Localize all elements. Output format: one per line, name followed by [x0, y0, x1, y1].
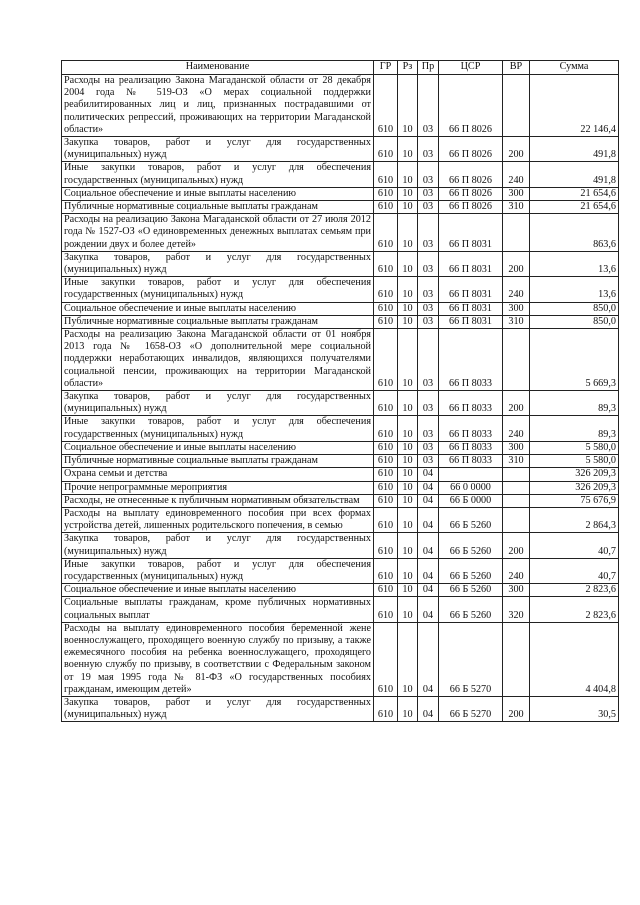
row-vr — [503, 507, 530, 532]
row-vr — [503, 468, 530, 481]
row-vr: 200 — [503, 251, 530, 276]
row-name: Охрана семьи и детства — [62, 468, 374, 481]
row-vr: 320 — [503, 597, 530, 622]
row-gr: 610 — [374, 558, 398, 583]
row-csr: 66 П 8031 — [439, 315, 503, 328]
row-gr: 610 — [374, 187, 398, 200]
row-name: Иные закупки товаров, работ и услуг для обеспечения государственных (муниципальных) нужд — [62, 162, 374, 187]
row-gr: 610 — [374, 302, 398, 315]
row-rz: 10 — [398, 507, 418, 532]
row-pr: 04 — [418, 507, 439, 532]
table-row — [62, 251, 619, 276]
row-sum: 5 669,3 — [530, 329, 619, 391]
header-name: Наименование — [62, 61, 374, 75]
row-gr: 610 — [374, 214, 398, 252]
header-sum: Сумма — [530, 61, 619, 75]
row-pr: 04 — [418, 622, 439, 696]
row-sum: 22 146,4 — [530, 75, 619, 137]
row-csr: 66 П 8033 — [439, 416, 503, 441]
row-gr: 610 — [374, 597, 398, 622]
row-sum: 491,8 — [530, 137, 619, 162]
row-gr: 610 — [374, 494, 398, 507]
row-csr: 66 П 8026 — [439, 201, 503, 214]
row-sum: 863,6 — [530, 214, 619, 252]
row-gr: 610 — [374, 137, 398, 162]
row-csr: 66 П 8026 — [439, 187, 503, 200]
row-gr: 610 — [374, 391, 398, 416]
row-sum: 2 823,6 — [530, 584, 619, 597]
row-rz: 10 — [398, 584, 418, 597]
row-rz: 10 — [398, 441, 418, 454]
row-name: Иные закупки товаров, работ и услуг для обеспечения государственных (муниципальных) нужд — [62, 416, 374, 441]
row-pr: 03 — [418, 214, 439, 252]
row-rz: 10 — [398, 533, 418, 558]
row-vr: 240 — [503, 558, 530, 583]
row-rz: 10 — [398, 622, 418, 696]
row-csr: 66 0 0000 — [439, 481, 503, 494]
row-sum: 75 676,9 — [530, 494, 619, 507]
row-pr: 03 — [418, 391, 439, 416]
row-vr: 240 — [503, 162, 530, 187]
row-rz: 10 — [398, 468, 418, 481]
row-pr: 03 — [418, 201, 439, 214]
row-gr: 610 — [374, 315, 398, 328]
row-rz: 10 — [398, 315, 418, 328]
table-row — [62, 584, 619, 597]
row-pr: 03 — [418, 137, 439, 162]
row-gr: 610 — [374, 622, 398, 696]
table-row — [62, 201, 619, 214]
row-pr: 03 — [418, 416, 439, 441]
row-name: Расходы, не отнесенные к публичным нормативным обязательствам — [62, 494, 374, 507]
row-csr: 66 Б 5270 — [439, 622, 503, 696]
row-sum: 326 209,3 — [530, 468, 619, 481]
row-pr: 03 — [418, 315, 439, 328]
row-rz: 10 — [398, 75, 418, 137]
table-row — [62, 391, 619, 416]
row-rz: 10 — [398, 558, 418, 583]
row-gr: 610 — [374, 507, 398, 532]
row-name: Иные закупки товаров, работ и услуг для обеспечения государственных (муниципальных) нужд — [62, 558, 374, 583]
row-vr: 300 — [503, 584, 530, 597]
row-pr: 04 — [418, 558, 439, 583]
row-pr: 04 — [418, 584, 439, 597]
row-rz: 10 — [398, 481, 418, 494]
table-row — [62, 315, 619, 328]
row-sum: 40,7 — [530, 533, 619, 558]
header-csr: ЦСР — [439, 61, 503, 75]
table-row — [62, 162, 619, 187]
row-name: Социальное обеспечение и иные выплаты населению — [62, 584, 374, 597]
table-row — [62, 622, 619, 696]
row-vr: 300 — [503, 187, 530, 200]
row-pr: 04 — [418, 696, 439, 721]
header-pr: Пр — [418, 61, 439, 75]
row-sum: 850,0 — [530, 302, 619, 315]
row-name: Закупка товаров, работ и услуг для государственных (муниципальных) нужд — [62, 251, 374, 276]
row-name: Закупка товаров, работ и услуг для государственных (муниципальных) нужд — [62, 696, 374, 721]
row-name: Расходы на выплату единовременного пособия при всех формах устройства детей, лишенных родительского попечения, в семью — [62, 507, 374, 532]
row-rz: 10 — [398, 597, 418, 622]
table-body — [62, 75, 619, 722]
row-gr: 610 — [374, 162, 398, 187]
table-row — [62, 214, 619, 252]
row-vr: 310 — [503, 201, 530, 214]
row-csr: 66 Б 5260 — [439, 507, 503, 532]
row-vr — [503, 329, 530, 391]
row-name: Расходы на реализацию Закона Магаданской области от 28 декабря 2004 года № 519-ОЗ «О мерах социальной поддержки реабилитированных лиц и лиц, признанных пострадавшими от политических репрессий, проживающих на территории Магаданской области» — [62, 75, 374, 137]
row-csr: 66 П 8033 — [439, 391, 503, 416]
row-rz: 10 — [398, 201, 418, 214]
row-pr: 03 — [418, 441, 439, 454]
row-sum: 30,5 — [530, 696, 619, 721]
row-gr: 610 — [374, 75, 398, 137]
row-rz: 10 — [398, 494, 418, 507]
row-vr: 300 — [503, 441, 530, 454]
row-vr — [503, 494, 530, 507]
row-gr: 610 — [374, 468, 398, 481]
row-gr: 610 — [374, 416, 398, 441]
row-vr: 200 — [503, 137, 530, 162]
row-pr: 03 — [418, 162, 439, 187]
row-rz: 10 — [398, 391, 418, 416]
row-sum: 491,8 — [530, 162, 619, 187]
row-sum: 21 654,6 — [530, 201, 619, 214]
row-name: Расходы на выплату единовременного пособия беременной жене военнослужащего, проходящего военную службу по призыву, а также ежемесячного пособия на ребенка военнослужащего, проходящего военную службу по призыву, в соответствии с Федеральным законом от 19 мая 1995 года № 81-ФЗ «О государственных пособиях гражданам, имеющим детей» — [62, 622, 374, 696]
row-csr: 66 П 8031 — [439, 214, 503, 252]
table-row — [62, 187, 619, 200]
row-name: Закупка товаров, работ и услуг для государственных (муниципальных) нужд — [62, 391, 374, 416]
row-name: Прочие непрограммные мероприятия — [62, 481, 374, 494]
table-row — [62, 137, 619, 162]
table-row — [62, 75, 619, 137]
row-rz: 10 — [398, 455, 418, 468]
row-sum: 21 654,6 — [530, 187, 619, 200]
row-csr: 66 П 8026 — [439, 137, 503, 162]
row-vr: 300 — [503, 302, 530, 315]
row-vr — [503, 481, 530, 494]
row-pr: 03 — [418, 277, 439, 302]
row-rz: 10 — [398, 187, 418, 200]
table-row — [62, 696, 619, 721]
table-row — [62, 533, 619, 558]
row-pr: 03 — [418, 302, 439, 315]
row-name: Публичные нормативные социальные выплаты гражданам — [62, 455, 374, 468]
row-vr: 240 — [503, 416, 530, 441]
row-name: Иные закупки товаров, работ и услуг для обеспечения государственных (муниципальных) нужд — [62, 277, 374, 302]
row-sum: 89,3 — [530, 416, 619, 441]
row-pr: 04 — [418, 494, 439, 507]
row-gr: 610 — [374, 481, 398, 494]
row-csr: 66 П 8026 — [439, 162, 503, 187]
row-sum: 2 823,6 — [530, 597, 619, 622]
row-csr: 66 Б 0000 — [439, 494, 503, 507]
row-sum: 326 209,3 — [530, 481, 619, 494]
row-gr: 610 — [374, 533, 398, 558]
row-name: Расходы на реализацию Закона Магаданской области от 01 ноября 2013 года № 1658-ОЗ «О дополнительной мере социальной поддержки неработающих инвалидов, являющихся получателями социальной пенсии, проживающих на территории Магаданской области» — [62, 329, 374, 391]
row-csr: 66 П 8031 — [439, 302, 503, 315]
table-row — [62, 416, 619, 441]
row-gr: 610 — [374, 277, 398, 302]
row-sum: 5 580,0 — [530, 455, 619, 468]
budget-document-page — [61, 60, 618, 722]
row-vr: 200 — [503, 533, 530, 558]
row-rz: 10 — [398, 302, 418, 315]
row-gr: 610 — [374, 584, 398, 597]
row-csr: 66 Б 5260 — [439, 597, 503, 622]
row-csr: 66 П 8031 — [439, 251, 503, 276]
table-row — [62, 468, 619, 481]
table-header-row — [62, 61, 619, 75]
row-pr: 04 — [418, 468, 439, 481]
row-vr: 200 — [503, 696, 530, 721]
header-vr: ВР — [503, 61, 530, 75]
row-rz: 10 — [398, 416, 418, 441]
row-name: Закупка товаров, работ и услуг для государственных (муниципальных) нужд — [62, 137, 374, 162]
row-sum: 13,6 — [530, 277, 619, 302]
row-name: Социальное обеспечение и иные выплаты населению — [62, 302, 374, 315]
table-row — [62, 558, 619, 583]
row-name: Закупка товаров, работ и услуг для государственных (муниципальных) нужд — [62, 533, 374, 558]
row-pr: 03 — [418, 455, 439, 468]
budget-table — [61, 60, 619, 722]
row-rz: 10 — [398, 214, 418, 252]
row-gr: 610 — [374, 251, 398, 276]
row-rz: 10 — [398, 162, 418, 187]
row-gr: 610 — [374, 329, 398, 391]
header-rz: Рз — [398, 61, 418, 75]
row-vr — [503, 75, 530, 137]
row-csr: 66 П 8031 — [439, 277, 503, 302]
row-pr: 04 — [418, 597, 439, 622]
row-pr: 04 — [418, 533, 439, 558]
row-name: Социальное обеспечение и иные выплаты населению — [62, 441, 374, 454]
row-pr: 03 — [418, 329, 439, 391]
row-name: Социальные выплаты гражданам, кроме публичных нормативных социальных выплат — [62, 597, 374, 622]
row-vr: 310 — [503, 455, 530, 468]
table-row — [62, 481, 619, 494]
row-name: Публичные нормативные социальные выплаты гражданам — [62, 201, 374, 214]
row-csr: 66 Б 5260 — [439, 533, 503, 558]
table-row — [62, 507, 619, 532]
row-sum: 89,3 — [530, 391, 619, 416]
row-pr: 03 — [418, 75, 439, 137]
row-name: Социальное обеспечение и иные выплаты населению — [62, 187, 374, 200]
row-sum: 850,0 — [530, 315, 619, 328]
row-csr: 66 Б 5260 — [439, 584, 503, 597]
row-csr: 66 П 8033 — [439, 441, 503, 454]
row-gr: 610 — [374, 441, 398, 454]
table-row — [62, 329, 619, 391]
row-gr: 610 — [374, 201, 398, 214]
row-gr: 610 — [374, 696, 398, 721]
row-vr: 240 — [503, 277, 530, 302]
row-rz: 10 — [398, 277, 418, 302]
row-vr: 310 — [503, 315, 530, 328]
row-vr: 200 — [503, 391, 530, 416]
table-row — [62, 302, 619, 315]
row-sum: 2 864,3 — [530, 507, 619, 532]
row-rz: 10 — [398, 329, 418, 391]
row-csr: 66 Б 5270 — [439, 696, 503, 721]
table-row — [62, 455, 619, 468]
row-csr: 66 П 8033 — [439, 329, 503, 391]
row-name: Расходы на реализацию Закона Магаданской области от 27 июля 2012 года № 1527-ОЗ «О единовременных денежных выплатах семьям при рождении двух и более детей» — [62, 214, 374, 252]
row-gr: 610 — [374, 455, 398, 468]
row-name: Публичные нормативные социальные выплаты гражданам — [62, 315, 374, 328]
table-row — [62, 441, 619, 454]
row-vr — [503, 622, 530, 696]
row-csr — [439, 468, 503, 481]
row-pr: 04 — [418, 481, 439, 494]
row-pr: 03 — [418, 251, 439, 276]
row-sum: 40,7 — [530, 558, 619, 583]
table-row — [62, 494, 619, 507]
row-pr: 03 — [418, 187, 439, 200]
row-sum: 5 580,0 — [530, 441, 619, 454]
row-rz: 10 — [398, 696, 418, 721]
row-rz: 10 — [398, 251, 418, 276]
row-csr: 66 П 8033 — [439, 455, 503, 468]
table-row — [62, 597, 619, 622]
row-csr: 66 П 8026 — [439, 75, 503, 137]
table-row — [62, 277, 619, 302]
row-sum: 4 404,8 — [530, 622, 619, 696]
row-vr — [503, 214, 530, 252]
row-sum: 13,6 — [530, 251, 619, 276]
row-csr: 66 Б 5260 — [439, 558, 503, 583]
row-rz: 10 — [398, 137, 418, 162]
header-gr: ГР — [374, 61, 398, 75]
